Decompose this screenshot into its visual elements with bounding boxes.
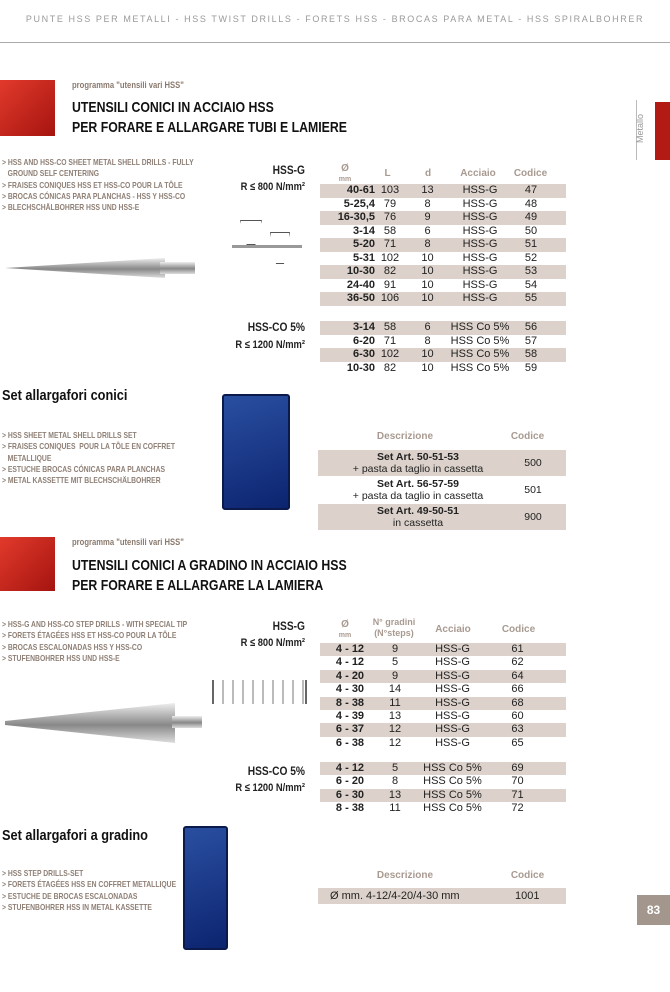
cell-code: 52 — [524, 251, 538, 264]
section-subtitle: PER FORARE E ALLARGARE TUBI E LAMIERE — [72, 119, 347, 136]
set-code: 900 — [524, 511, 542, 523]
table-row — [320, 723, 566, 736]
cell-code: 68 — [511, 696, 524, 709]
step-drilling-diagram — [212, 680, 307, 704]
bullet-item: GROUND SELF CENTERING — [2, 168, 100, 179]
cell-steel: HSS Co 5% — [423, 802, 482, 815]
cell-steel: HSS Co 5% — [423, 775, 482, 788]
bullet-list — [2, 619, 234, 664]
set-code: 501 — [524, 484, 542, 496]
cell-steps: 5 — [391, 656, 399, 669]
table-row — [320, 762, 566, 775]
cell-diameter: 40-61 — [346, 184, 375, 196]
table-row — [320, 710, 566, 723]
cell-steps: 9 — [391, 643, 399, 655]
table-row — [320, 184, 566, 198]
cell-d: 8 — [424, 197, 431, 210]
cell-diameter: 36-50 — [346, 292, 375, 304]
drilling-diagram — [232, 245, 302, 248]
table-row — [320, 348, 566, 362]
bullet-item: > STUFENBOHRER HSS IN METAL KASSETTE — [2, 901, 152, 912]
table-row — [320, 789, 566, 802]
cell-steps: 11 — [389, 696, 401, 709]
cell-code: 48 — [524, 197, 538, 210]
cell-code: 54 — [524, 278, 538, 291]
cell-code: 70 — [511, 775, 524, 788]
cell-diameter: 4 - 30 — [335, 683, 365, 696]
set-row — [318, 477, 566, 503]
cell-length: 58 — [383, 321, 397, 333]
bullet-item: > ESTUCHE DE BROCAS ESCALONADAS — [2, 890, 138, 901]
cell-code: 64 — [511, 669, 524, 682]
cell-diameter: 10-30 — [346, 265, 375, 277]
table-row — [320, 279, 566, 293]
grade-label: HSS-G — [272, 619, 305, 633]
cell-diameter: 3-14 — [352, 224, 375, 237]
step-drill-set-case-image — [183, 826, 228, 950]
cell-length: 91 — [383, 278, 397, 291]
col-header-diameter: Ø mm — [338, 163, 352, 183]
cell-diameter: 6-30 — [352, 348, 375, 360]
program-label: programma "utensili vari HSS" — [72, 80, 184, 90]
cell-d: 10 — [421, 251, 434, 264]
cell-code: 49 — [524, 211, 538, 223]
set-title: Set allargafori a gradino — [2, 827, 148, 844]
cell-steel: HSS-G — [435, 669, 470, 682]
cell-steel: HSS-G — [462, 292, 498, 304]
bullet-item: > HSS AND HSS-CO SHEET METAL SHELL DRILLS - FULLY — [2, 157, 194, 167]
bullet-item: > FORETS ÉTAGÉES HSS EN COFFRET METALLIQUE — [2, 879, 177, 890]
bullet-list — [2, 430, 218, 486]
cell-code: 47 — [524, 184, 538, 196]
cell-diameter: 10-30 — [346, 361, 375, 374]
table-row — [320, 670, 566, 683]
cell-diameter: 3-14 — [352, 321, 375, 333]
cell-steps: 8 — [391, 775, 399, 788]
cell-d: 8 — [424, 334, 431, 347]
drill-category-icon — [0, 80, 55, 136]
bullet-item: > METAL KASSETTE MIT BLECHSCHÄLBOHRER — [2, 475, 161, 486]
cell-steel: HSS Co 5% — [423, 788, 482, 801]
cell-steel: HSS-G — [435, 736, 470, 749]
cell-code: 51 — [524, 238, 538, 250]
col-header-code: Codice — [513, 168, 548, 179]
cell-code: 60 — [511, 710, 524, 722]
cell-length: 102 — [380, 251, 400, 264]
cell-diameter: 4 - 39 — [335, 710, 365, 722]
cell-steps: 5 — [391, 762, 399, 774]
cell-diameter: 5-31 — [352, 251, 375, 264]
cell-length: 71 — [383, 334, 397, 347]
cell-code: 58 — [524, 348, 538, 360]
bullet-item: > BROCAS CÓNICAS PARA PLANCHAS - HSS Y HSS-CO — [2, 190, 186, 201]
cell-diameter: 5-25,4 — [343, 197, 375, 210]
cell-d: 10 — [421, 348, 434, 360]
cell-code: 71 — [511, 788, 524, 801]
set-description: + pasta da taglio in cassetta — [352, 463, 484, 475]
cell-steel: HSS Co 5% — [423, 762, 482, 774]
cell-d: 9 — [424, 211, 431, 223]
cell-length: 79 — [383, 197, 397, 210]
cell-length: 102 — [380, 348, 400, 360]
cell-length: 76 — [383, 211, 397, 223]
drill-category-icon — [0, 537, 55, 591]
cone-drill-image — [5, 258, 165, 278]
cell-diameter: 8 - 38 — [335, 696, 365, 709]
cell-length: 71 — [383, 238, 397, 250]
cell-steps: 13 — [388, 710, 402, 722]
col-header-d: d — [424, 168, 432, 179]
cell-d: 10 — [421, 361, 434, 374]
cell-code: 72 — [511, 802, 524, 815]
cell-code: 61 — [511, 643, 524, 655]
cell-code: 56 — [524, 321, 538, 333]
cell-steel: HSS-G — [435, 643, 470, 655]
drill-set-case-image — [222, 394, 290, 510]
set-name: Set Art. 56-57-59 — [377, 478, 459, 490]
bullet-item: > FORETS ÉTAGÉES HSS ET HSS-CO POUR LA TÔLE — [2, 630, 177, 641]
cell-steel: HSS-G — [462, 238, 498, 250]
bullet-list — [2, 157, 242, 213]
table-row — [320, 225, 566, 239]
set-name: Set Art. 49-50-51 — [377, 505, 459, 517]
cell-steel: HSS-G — [462, 211, 498, 223]
cell-diameter: 8 - 38 — [335, 802, 365, 815]
bullet-item: > BLECHSCHÄLBOHRER HSS UND HSS-E — [2, 202, 140, 213]
cell-length: 106 — [380, 292, 400, 304]
cell-diameter: 4 - 12 — [335, 656, 365, 669]
cell-d: 6 — [424, 224, 431, 237]
set-code: 500 — [524, 457, 542, 469]
table-row — [320, 802, 566, 815]
col-header-diameter: Ø mm — [338, 619, 352, 639]
cell-code: 50 — [524, 224, 538, 237]
table-row — [320, 292, 566, 306]
grade-label: HSS-G — [272, 163, 305, 177]
cell-length: 82 — [383, 265, 397, 277]
bullet-item: > HSS STEP DRILLS-SET — [2, 868, 84, 878]
cell-steel: HSS-G — [462, 197, 498, 210]
cell-d: 6 — [424, 321, 431, 333]
cell-code: 59 — [524, 361, 538, 374]
cell-diameter: 24-40 — [346, 278, 375, 291]
table-row — [320, 265, 566, 279]
table-row — [320, 775, 566, 788]
cell-diameter: 5-20 — [352, 238, 375, 250]
cell-steel: HSS-G — [435, 656, 470, 669]
page-number: 83 — [637, 895, 670, 925]
table-row — [320, 198, 566, 212]
grade-label: HSS-CO 5% — [247, 764, 305, 778]
table-row — [320, 335, 566, 349]
page-header: PUNTE HSS PER METALLI - HSS TWIST DRILLS - FORETS HSS - BROCAS PARA METAL - HSS SPIRALBOHRER — [25, 14, 645, 24]
header-divider — [0, 42, 670, 43]
set-description: Ø mm. 4-12/4-20/4-30 mm — [330, 890, 460, 902]
bullet-item: > FRAISES CONIQUES HSS ET HSS-CO POUR LA TÔLE — [2, 179, 183, 190]
cell-steel: HSS-G — [435, 710, 470, 722]
set-description: in cassetta — [392, 517, 444, 529]
step-drill-shank — [172, 716, 202, 728]
bullet-item: > HSS SHEET METAL SHELL DRILLS SET — [2, 430, 137, 440]
cell-length: 58 — [383, 224, 397, 237]
cell-code: 69 — [511, 762, 524, 774]
side-tab-marker — [655, 102, 670, 160]
bullet-item: > BROCAS ESCALONADAS HSS Y HSS-CO — [2, 641, 143, 652]
col-header-code: Codice — [510, 870, 545, 881]
section-title: UTENSILI CONICI A GRADINO IN ACCIAIO HSS — [72, 557, 347, 574]
bullet-item: > HSS-G AND HSS-CO STEP DRILLS - WITH SPECIAL TIP — [2, 619, 188, 629]
cell-steel: HSS-G — [462, 278, 498, 291]
cell-steel: HSS Co 5% — [450, 361, 510, 374]
bullet-item: > FRAISES CONIQUES POUR LA TÔLE EN COFFRET — [2, 441, 175, 452]
cell-steps: 12 — [388, 736, 402, 749]
cell-steel: HSS-G — [462, 184, 498, 196]
strength-label: R ≤ 800 N/mm² — [240, 181, 305, 193]
strength-label: R ≤ 800 N/mm² — [240, 637, 305, 649]
bullet-item: > ESTUCHE BROCAS CÓNICAS PARA PLANCHAS — [2, 463, 166, 474]
table-row — [320, 683, 566, 696]
col-header-description: Descrizione — [376, 431, 434, 442]
col-header-code: Codice — [510, 431, 545, 442]
cell-code: 66 — [511, 683, 524, 696]
cell-code: 62 — [511, 656, 524, 669]
cell-d: 13 — [421, 184, 434, 196]
set-row — [318, 504, 566, 530]
cell-steel: HSS Co 5% — [450, 321, 510, 333]
table-row — [320, 211, 566, 225]
table-row — [320, 643, 566, 656]
cell-diameter: 6 - 30 — [335, 788, 365, 801]
cell-code: 63 — [511, 723, 524, 736]
cell-diameter: 4 - 12 — [335, 643, 365, 655]
grade-label: HSS-CO 5% — [247, 320, 305, 334]
table-row — [320, 252, 566, 266]
set-title: Set allargafori conici — [2, 387, 128, 404]
set-name: Set Art. 50-51-53 — [377, 451, 459, 463]
bullet-item: METALLIQUE — [2, 452, 52, 463]
cell-steps: 11 — [389, 802, 401, 815]
cell-diameter: 4 - 20 — [335, 669, 365, 682]
cell-diameter: 4 - 12 — [335, 762, 365, 774]
section-title: UTENSILI CONICI IN ACCIAIO HSS — [72, 99, 274, 116]
cell-diameter: 16-30,5 — [337, 211, 375, 223]
cell-steel: HSS-G — [435, 696, 470, 709]
cell-steel: HSS Co 5% — [450, 348, 510, 360]
cell-steel: HSS-G — [435, 723, 470, 736]
table-row — [320, 321, 566, 335]
col-header-description: Descrizione — [376, 870, 434, 881]
col-header-steel: Acciaio — [435, 624, 471, 635]
section-subtitle: PER FORARE E ALLARGARE LA LAMIERA — [72, 577, 324, 594]
col-header-length: L — [384, 168, 391, 179]
cell-steps: 13 — [388, 788, 402, 801]
program-label: programma "utensili vari HSS" — [72, 537, 184, 547]
side-tab-label: Metallo — [635, 113, 645, 143]
cell-length: 82 — [383, 361, 397, 374]
cell-code: 57 — [524, 334, 538, 347]
cell-diameter: 6 - 20 — [335, 775, 365, 788]
cell-d: 10 — [421, 265, 434, 277]
cell-steps: 9 — [391, 669, 399, 682]
cell-steel: HSS-G — [462, 265, 498, 277]
col-header-steps-en: (N°steps) — [374, 628, 414, 638]
drilling-diagram-cone — [240, 220, 262, 245]
cell-d: 10 — [421, 292, 434, 304]
col-header-steel: Acciaio — [460, 168, 496, 179]
table-row — [320, 737, 566, 750]
cell-diameter: 6 - 38 — [335, 736, 365, 749]
col-header-steps: N° gradini — [372, 617, 416, 627]
cell-length: 103 — [380, 184, 400, 196]
cell-steps: 14 — [388, 683, 402, 696]
cell-steel: HSS-G — [462, 224, 498, 237]
cell-code: 55 — [524, 292, 538, 304]
drilling-diagram-cone — [270, 232, 290, 264]
step-drill-image — [5, 703, 175, 743]
cell-steel: HSS Co 5% — [450, 334, 510, 347]
cell-steel: HSS-G — [435, 683, 470, 696]
set-description: + pasta da taglio in cassetta — [352, 490, 484, 502]
cell-code: 65 — [511, 736, 524, 749]
cell-steps: 12 — [388, 723, 402, 736]
cone-drill-shank — [160, 262, 195, 274]
cell-diameter: 6 - 37 — [335, 723, 365, 736]
bullet-item: > STUFENBOHRER HSS UND HSS-E — [2, 652, 120, 663]
table-row — [320, 697, 566, 710]
set-code: 1001 — [515, 890, 540, 902]
strength-label: R ≤ 1200 N/mm² — [235, 782, 305, 794]
cell-d: 10 — [421, 278, 434, 291]
table-row — [320, 656, 566, 669]
cell-code: 53 — [524, 265, 538, 277]
table-row — [320, 362, 566, 376]
strength-label: R ≤ 1200 N/mm² — [235, 339, 305, 351]
cell-diameter: 6-20 — [352, 334, 375, 347]
set-row — [318, 888, 566, 904]
cell-d: 8 — [424, 238, 431, 250]
col-header-code: Codice — [501, 624, 536, 635]
set-row — [318, 450, 566, 476]
cell-steel: HSS-G — [462, 251, 498, 264]
table-row — [320, 238, 566, 252]
